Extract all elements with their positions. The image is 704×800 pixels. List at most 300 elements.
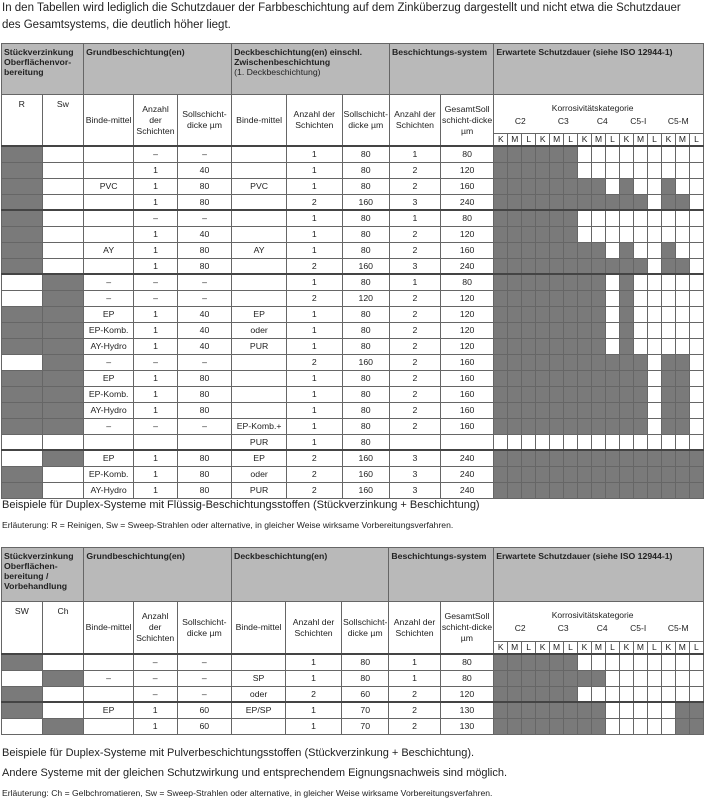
duration-cell (578, 370, 592, 386)
topcoat-thickness-cell: 80 (341, 670, 388, 686)
topcoat-layers-cell: 2 (287, 466, 342, 482)
primer-thickness-cell: 80 (177, 194, 231, 210)
primer-binder-cell: AY-Hydro (84, 482, 134, 498)
duration-cell (550, 370, 564, 386)
primer-binder-cell: AY (84, 242, 134, 258)
system-layers-cell: 2 (389, 402, 440, 418)
pretreatment-a-cell (2, 386, 43, 402)
klm-label: L (689, 642, 703, 655)
system-header: Beschichtungs-system (389, 44, 493, 95)
corrosivity-header (494, 95, 704, 134)
pretreatment-a-cell (2, 450, 43, 466)
duration-cell (620, 242, 634, 258)
primer-layers-cell: 1 (134, 258, 178, 274)
duration-cell (606, 450, 620, 466)
klm-label: M (508, 642, 522, 655)
system-layers-cell: 2 (389, 162, 440, 178)
duration-cell (550, 322, 564, 338)
duration-cell (606, 178, 620, 194)
system-layers-cell: 1 (389, 274, 440, 290)
duration-cell (522, 418, 536, 434)
duration-cell (675, 338, 689, 354)
duration-cell (578, 226, 592, 242)
topcoat-binder-cell: oder (232, 322, 287, 338)
duration-cell (606, 290, 620, 306)
duration-cell (620, 226, 634, 242)
klm-label: K (536, 134, 550, 147)
duration-cell (508, 386, 522, 402)
duration-cell (522, 146, 536, 162)
pretreatment-a-cell (2, 242, 43, 258)
duration-cell (564, 338, 578, 354)
subheader-cell: Anzahl der Schichten (286, 602, 342, 655)
klm-label: K (620, 134, 634, 147)
topcoat-layers-cell: 1 (286, 702, 342, 718)
duration-cell (592, 306, 606, 322)
duration-cell (550, 434, 564, 450)
system-layers-cell (389, 434, 440, 450)
duration-cell (661, 178, 675, 194)
duration-cell (578, 194, 592, 210)
duration-cell (536, 370, 550, 386)
system-layers-cell: 3 (389, 258, 440, 274)
primer-layers-cell: – (133, 654, 177, 670)
duration-cell (606, 386, 620, 402)
duration-cell (647, 162, 661, 178)
duration-cell (661, 242, 675, 258)
klm-label: M (592, 134, 606, 147)
duration-cell (647, 670, 661, 686)
category-label: C4 (596, 115, 608, 126)
duration-cell (675, 434, 689, 450)
topcoat-binder-cell (232, 258, 287, 274)
topcoat-thickness-cell: 80 (342, 338, 389, 354)
duration-cell (606, 146, 620, 162)
topcoat-binder-cell: EP-Komb.+ (232, 418, 287, 434)
subheader-cell: Sollschicht-dicke µm (177, 602, 231, 655)
topcoat-layers-cell: 1 (286, 670, 342, 686)
system-thickness-cell: 80 (440, 146, 493, 162)
klm-label: M (591, 642, 605, 655)
system-thickness-cell: 160 (440, 386, 493, 402)
system-layers-cell: 3 (389, 450, 440, 466)
duration-cell (508, 258, 522, 274)
duration-cell (606, 370, 620, 386)
duration-cell (592, 418, 606, 434)
topcoat-binder-cell (232, 718, 286, 734)
duration-cell (564, 210, 578, 226)
duration-cell (578, 450, 592, 466)
duration-header: Erwartete Schutzdauer (siehe ISO 12944-1) (494, 44, 704, 95)
duration-cell (661, 290, 675, 306)
duration-cell (564, 322, 578, 338)
pretreatment-b-cell (42, 306, 84, 322)
primer-layers-cell: 1 (134, 338, 178, 354)
topcoat-layers-cell: 1 (287, 370, 342, 386)
duration-cell (564, 466, 578, 482)
duration-cell (591, 654, 605, 670)
duration-cell (605, 654, 619, 670)
duration-cell (592, 242, 606, 258)
duration-cell (620, 290, 634, 306)
duration-cell (508, 402, 522, 418)
intro-text: In den Tabellen wird lediglich die Schutzdauer der Farbbeschichtung auf dem Zinküberzug dargestellt und nicht etwa die Schutzdauer des Gesamtsystems, die deutlich höher liegt. (2, 2, 681, 31)
system-layers-cell: 2 (389, 418, 440, 434)
system-thickness-cell: 160 (440, 418, 493, 434)
primer-binder-cell (84, 258, 134, 274)
duration-cell (675, 354, 689, 370)
duration-cell (647, 466, 661, 482)
duration-cell (675, 686, 689, 702)
system-layers-cell: 2 (389, 370, 440, 386)
primer-thickness-cell: 80 (177, 178, 231, 194)
topcoat-layers-cell: 1 (287, 178, 342, 194)
system-layers-cell: 2 (389, 354, 440, 370)
duration-cell (661, 402, 675, 418)
table-row (2, 178, 704, 194)
topcoat-thickness-cell: 80 (342, 162, 389, 178)
topcoat-thickness-cell: 80 (342, 242, 389, 258)
system-layers-cell: 3 (389, 194, 440, 210)
topcoat-layers-cell: 1 (287, 146, 342, 162)
duration-cell (508, 654, 522, 670)
duration-cell (522, 718, 536, 734)
duration-cell (592, 402, 606, 418)
pretreatment-b-cell (42, 418, 84, 434)
pretreatment-b-cell (42, 178, 84, 194)
pretreatment-a-cell (2, 178, 43, 194)
duration-cell (675, 290, 689, 306)
duration-cell (536, 434, 550, 450)
primer-binder-cell: EP (84, 370, 134, 386)
subheader-cell: Anzahl der Schichten (133, 602, 177, 655)
primer-layers-cell: 1 (134, 242, 178, 258)
duration-cell (661, 306, 675, 322)
duration-cell (689, 338, 703, 354)
system-thickness-cell: 120 (440, 162, 493, 178)
pretreatment-b-cell (42, 210, 84, 226)
duration-cell (647, 686, 661, 702)
duration-cell (522, 162, 536, 178)
table-row (2, 146, 704, 162)
duration-cell (522, 274, 536, 290)
duration-cell (494, 482, 508, 498)
klm-label: K (536, 642, 550, 655)
duration-cell (633, 686, 647, 702)
duration-cell (634, 258, 648, 274)
duration-cell (661, 670, 675, 686)
duration-cell (689, 146, 703, 162)
duration-cell (536, 654, 550, 670)
duration-cell (522, 370, 536, 386)
table-row (2, 210, 704, 226)
duration-cell (592, 450, 606, 466)
topcoat-thickness-cell: 80 (342, 402, 389, 418)
duration-cell (647, 242, 661, 258)
duration-cell (661, 194, 675, 210)
duration-cell (606, 466, 620, 482)
duration-cell (647, 482, 661, 498)
duration-cell (522, 210, 536, 226)
duration-cell (494, 146, 508, 162)
topcoat-layers-cell: 1 (287, 434, 342, 450)
duration-cell (675, 274, 689, 290)
primer-layers-cell: – (133, 670, 177, 686)
duration-cell (536, 194, 550, 210)
system-layers-cell: 2 (389, 338, 440, 354)
primer-layers-cell: – (133, 686, 177, 702)
system-thickness-cell: 240 (440, 450, 493, 466)
duration-cell (591, 670, 605, 686)
duration-cell (634, 162, 648, 178)
duration-cell (689, 274, 703, 290)
duration-cell (620, 354, 634, 370)
duration-cell (647, 274, 661, 290)
system-thickness-cell: 80 (440, 670, 494, 686)
duration-cell (675, 210, 689, 226)
primer-layers-cell: – (134, 290, 178, 306)
duration-cell (578, 290, 592, 306)
primer-layers-cell: 1 (134, 162, 178, 178)
topcoat-thickness-cell: 80 (342, 226, 389, 242)
primer-binder-cell: EP (84, 306, 134, 322)
klm-label: L (689, 134, 703, 147)
table-row (2, 466, 704, 482)
system-thickness-cell: 120 (440, 226, 493, 242)
topcoat-thickness-cell: 70 (341, 702, 388, 718)
duration-cell (592, 338, 606, 354)
duration-cell (564, 702, 578, 718)
table-row (2, 718, 704, 734)
duration-cell (564, 258, 578, 274)
pretreatment-b-cell (42, 146, 84, 162)
pretreatment-b-cell (42, 450, 84, 466)
duration-cell (550, 466, 564, 482)
duration-cell (578, 386, 592, 402)
duration-cell (578, 654, 592, 670)
duration-cell (634, 434, 648, 450)
duration-cell (647, 718, 661, 734)
duration-cell (647, 226, 661, 242)
system-thickness-cell: 240 (440, 482, 493, 498)
duration-cell (634, 338, 648, 354)
duration-cell (634, 354, 648, 370)
klm-label: K (578, 642, 592, 655)
primer-thickness-cell: – (177, 210, 231, 226)
topcoat-thickness-cell: 80 (342, 322, 389, 338)
klm-label: L (522, 642, 536, 655)
duration-cell (675, 418, 689, 434)
corrosivity-title: Korrosivitätskategorie (551, 102, 634, 113)
duration-cell (675, 306, 689, 322)
duration-cell (522, 402, 536, 418)
duration-cell (591, 702, 605, 718)
subheader-cell: Anzahl der Schichten (134, 95, 178, 147)
duration-cell (647, 146, 661, 162)
topcoat-binder-cell (232, 274, 287, 290)
pretreatment-b-cell (42, 482, 84, 498)
primer-header: Grundbeschichtung(en) (84, 44, 232, 95)
duration-cell (689, 718, 703, 734)
system-thickness-cell: 130 (440, 702, 494, 718)
pretreatment-a-cell (2, 306, 43, 322)
klm-label: K (619, 642, 633, 655)
system-thickness-cell: 80 (440, 274, 493, 290)
topcoat-binder-cell (232, 370, 287, 386)
duration-cell (675, 194, 689, 210)
duration-cell (536, 322, 550, 338)
primer-thickness-cell: 80 (177, 482, 231, 498)
subheader-cell: Anzahl der Schichten (389, 95, 440, 147)
primer-binder-cell (84, 194, 134, 210)
table1-legend: Erläuterung: R = Reinigen, Sw = Sweep-Strahlen oder alternative, in gleicher Weise wirksame Vorbereitungsverfahren. (2, 520, 454, 530)
duration-cell (634, 402, 648, 418)
system-layers-cell: 2 (389, 686, 440, 702)
duration-cell (606, 242, 620, 258)
duration-cell (605, 670, 619, 686)
duration-cell (689, 386, 703, 402)
duration-cell (605, 686, 619, 702)
primer-binder-cell (84, 654, 133, 670)
duration-cell (508, 686, 522, 702)
table-row (2, 258, 704, 274)
duration-cell (508, 146, 522, 162)
duration-cell (675, 450, 689, 466)
duration-cell (634, 146, 648, 162)
topcoat-binder-cell: AY (232, 242, 287, 258)
duration-cell (522, 258, 536, 274)
klm-label: K (494, 642, 508, 655)
duration-cell (647, 386, 661, 402)
topcoat-layers-cell: 1 (287, 338, 342, 354)
duration-cell (550, 146, 564, 162)
duration-cell (689, 670, 703, 686)
duplex-powder-table (1, 547, 704, 735)
duration-cell (647, 702, 661, 718)
duration-cell (689, 466, 703, 482)
corrosivity-title: Korrosivitätskategorie (551, 610, 634, 620)
topcoat-thickness-cell: 80 (342, 386, 389, 402)
duration-cell (522, 686, 536, 702)
system-thickness-cell: 160 (440, 242, 493, 258)
system-layers-cell: 2 (389, 178, 440, 194)
duration-cell (550, 242, 564, 258)
category-label: C2 (514, 623, 526, 633)
primer-thickness-cell: 80 (177, 242, 231, 258)
duration-cell (494, 306, 508, 322)
category-label: C5-I (630, 623, 647, 633)
duration-cell (494, 654, 508, 670)
duration-cell (564, 146, 578, 162)
duration-cell (508, 162, 522, 178)
subheader-cell: Binde-mittel (232, 95, 287, 147)
duration-cell (661, 338, 675, 354)
duration-cell (494, 274, 508, 290)
duration-cell (592, 210, 606, 226)
system-thickness-cell: 130 (440, 718, 494, 734)
primer-layers-cell (134, 434, 178, 450)
pretreatment-b-cell (42, 466, 84, 482)
duration-cell (522, 322, 536, 338)
primer-binder-cell: EP-Komb. (84, 466, 134, 482)
duration-cell (494, 670, 508, 686)
duration-cell (634, 178, 648, 194)
duration-cell (550, 686, 564, 702)
duration-cell (536, 274, 550, 290)
topcoat-layers-cell: 2 (286, 686, 342, 702)
topcoat-binder-cell (232, 654, 286, 670)
duration-cell (494, 258, 508, 274)
table2-note: Andere Systeme mit der gleichen Schutzwirkung und entsprechendem Eignungsnachweis sind möglich. (2, 767, 508, 779)
duration-cell (661, 146, 675, 162)
duration-cell (564, 274, 578, 290)
duration-cell (592, 194, 606, 210)
duration-cell (550, 702, 564, 718)
system-thickness-cell: 120 (440, 306, 493, 322)
topcoat-binder-cell (232, 386, 287, 402)
primer-layers-cell: – (134, 354, 178, 370)
topcoat-thickness-cell: 80 (342, 210, 389, 226)
duration-cell (494, 370, 508, 386)
duration-cell (633, 654, 647, 670)
subheader-cell: Ch (42, 602, 84, 655)
duration-cell (647, 654, 661, 670)
table-row (2, 274, 704, 290)
duration-cell (620, 370, 634, 386)
table-row (2, 322, 704, 338)
primer-thickness-cell: 40 (177, 226, 231, 242)
primer-binder-cell (84, 718, 133, 734)
duration-cell (536, 466, 550, 482)
duration-cell (592, 322, 606, 338)
topcoat-thickness-cell: 160 (342, 482, 389, 498)
duration-cell (494, 322, 508, 338)
duration-cell (592, 258, 606, 274)
pretreatment-b-cell (42, 162, 84, 178)
table-row (2, 386, 704, 402)
duration-cell (619, 718, 633, 734)
duration-cell (620, 450, 634, 466)
duration-cell (508, 702, 522, 718)
topcoat-layers-cell: 1 (287, 226, 342, 242)
topcoat-thickness-cell: 80 (342, 370, 389, 386)
topcoat-layers-cell: 2 (287, 290, 342, 306)
topcoat-binder-cell: PUR (232, 434, 287, 450)
duration-cell (675, 702, 689, 718)
duration-cell (508, 670, 522, 686)
topcoat-thickness-cell: 80 (342, 146, 389, 162)
pretreatment-a-cell (2, 686, 43, 702)
primer-layers-cell: 1 (134, 178, 178, 194)
duration-cell (564, 226, 578, 242)
duration-cell (661, 258, 675, 274)
duration-cell (620, 210, 634, 226)
duration-cell (578, 354, 592, 370)
table-row (2, 482, 704, 498)
topcoat-layers-cell: 2 (287, 258, 342, 274)
duration-cell (522, 338, 536, 354)
topcoat-thickness-cell: 80 (342, 178, 389, 194)
duration-cell (620, 402, 634, 418)
system-thickness-cell: 240 (440, 258, 493, 274)
duration-cell (689, 306, 703, 322)
duration-cell (634, 482, 648, 498)
duration-cell (578, 434, 592, 450)
corrosivity-categories (494, 115, 703, 127)
primer-thickness-cell: 80 (177, 258, 231, 274)
duration-cell (647, 290, 661, 306)
system-thickness-cell: 240 (440, 194, 493, 210)
